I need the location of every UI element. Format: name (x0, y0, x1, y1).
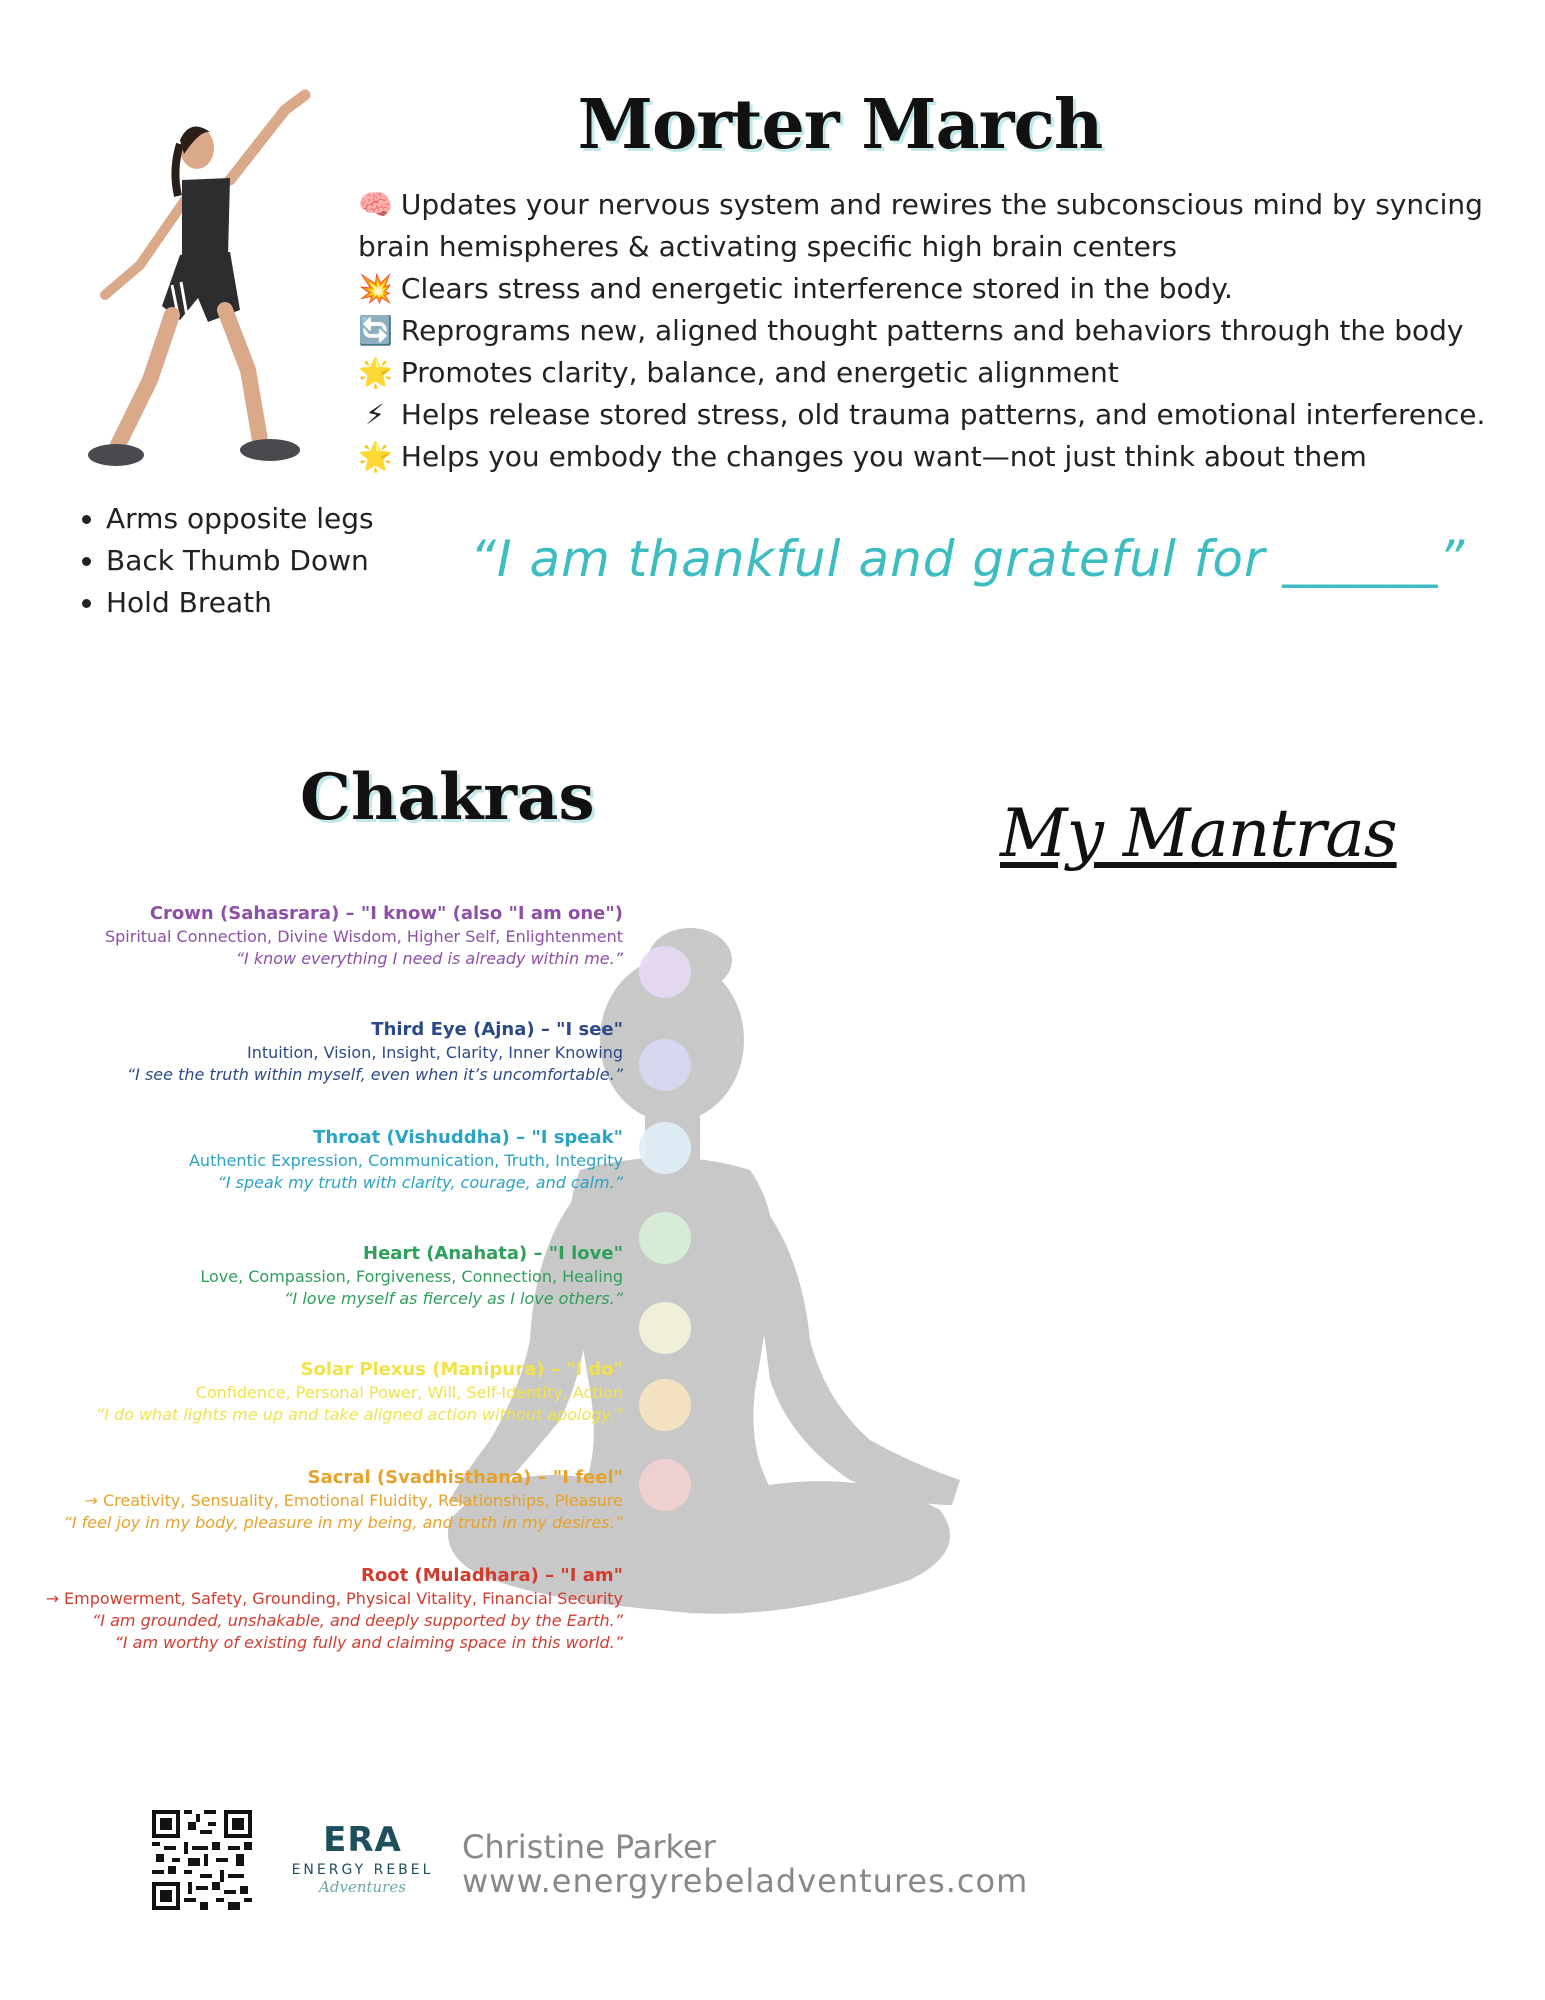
my-mantras-text: My Mantras (1000, 795, 1397, 872)
my-mantras-heading (1000, 795, 1397, 872)
chakra-qualities: Love, Compassion, Forgiveness, Connection, Healing (200, 1267, 623, 1286)
page-title: Morter March (577, 85, 1103, 165)
logo-mark: ERA (323, 1820, 402, 1860)
chakra-affirmation: “I do what lights me up and take aligned action without apology.” (95, 1405, 623, 1424)
benefit-item (358, 184, 1488, 268)
chakra-title: Solar Plexus (Manipura) – "I do" (300, 1359, 623, 1380)
benefit-text: Helps release stored stress, old trauma patterns, and emotional interference. (400, 398, 1486, 431)
qr-code-image (152, 1810, 252, 1910)
chakra-qualities: Intuition, Vision, Insight, Clarity, Inner Knowing (247, 1043, 623, 1062)
benefit-item (358, 268, 1488, 310)
chakra-qualities: Confidence, Personal Power, Will, Self-Identity, Action (195, 1383, 623, 1402)
chakra-title: Crown (Sahasrara) – "I know" (also "I am one") (149, 903, 623, 924)
lightning-icon: ⚡ (365, 398, 385, 431)
chakra-solar-plexus (0, 1358, 623, 1426)
benefit-item (358, 352, 1488, 394)
chakra-affirmation: “I know everything I need is already within me.” (235, 949, 623, 968)
sparkle-star-icon: 🌟 (358, 356, 393, 389)
chakra-qualities: → Creativity, Sensuality, Emotional Fluidity, Relationships, Pleasure (84, 1491, 623, 1510)
chakra-title: Root (Muladhara) – "I am" (361, 1565, 623, 1586)
logo-name: ENERGY REBEL (291, 1862, 434, 1878)
crown-chakra-dot (639, 946, 691, 998)
benefits-list (358, 184, 1488, 478)
benefit-item (358, 394, 1488, 436)
energy-rebel-logo (280, 1820, 445, 1920)
benefit-text: Clears stress and energetic interference stored in the body. (400, 272, 1233, 305)
chakra-affirmation-2: “I am worthy of existing fully and claiming space in this world.” (114, 1633, 623, 1652)
throat-chakra-dot (639, 1122, 691, 1174)
chakra-affirmation: “I see the truth within myself, even when it’s uncomfortable.” (126, 1065, 623, 1084)
chakra-title: Throat (Vishuddha) – "I speak" (313, 1127, 623, 1148)
bullet-item: • Hold Breath (106, 582, 436, 624)
chakra-throat (0, 1126, 623, 1194)
chakra-qualities: Spiritual Connection, Divine Wisdom, Higher Self, Enlightenment (104, 927, 623, 946)
chakra-crown (0, 902, 623, 970)
chakra-affirmation: “I am grounded, unshakable, and deeply supported by the Earth.” (92, 1611, 623, 1630)
root-chakra-dot (639, 1459, 691, 1511)
chakra-sacral (0, 1466, 623, 1534)
chakra-qualities: → Empowerment, Safety, Grounding, Physical Vitality, Financial Security (45, 1589, 623, 1608)
chakra-qualities: Authentic Expression, Communication, Truth, Integrity (188, 1151, 623, 1170)
chakra-third-eye (0, 1018, 623, 1086)
heart-chakra-dot (639, 1212, 691, 1264)
repeat-icon: 🔄 (358, 314, 393, 347)
sacral-chakra-dot (639, 1379, 691, 1431)
chakra-title: Sacral (Svadhisthana) – "I feel" (307, 1467, 623, 1488)
solar-plexus-chakra-dot (639, 1302, 691, 1354)
bullet-item: • Arms opposite legs (106, 498, 436, 540)
benefit-item (358, 310, 1488, 352)
benefit-text: Helps you embody the changes you want—not just think about them (400, 440, 1367, 473)
website-link[interactable]: www.energyrebeladventures.com (462, 1862, 1029, 1900)
brain-icon: 🧠 (358, 188, 393, 221)
benefit-text: Reprograms new, aligned thought patterns and behaviors through the body (400, 314, 1464, 347)
benefit-text: Updates your nervous system and rewires the subconscious mind by syncing (400, 188, 1483, 221)
third-eye-chakra-dot (639, 1039, 691, 1091)
logo-tagline: Adventures (319, 1878, 406, 1896)
chakra-affirmation: “I feel joy in my body, pleasure in my being, and truth in my desires.” (63, 1513, 623, 1532)
runner-figure-image (80, 70, 340, 490)
chakra-root (0, 1564, 623, 1654)
chakra-affirmation: “I speak my truth with clarity, courage, and calm.” (217, 1173, 623, 1192)
sparkle-star-icon: 🌟 (358, 440, 393, 473)
chakra-title: Heart (Anahata) – "I love" (363, 1243, 623, 1264)
collision-icon: 💥 (358, 272, 393, 305)
bullet-item: • Back Thumb Down (106, 540, 436, 582)
benefit-text-cont: brain hemispheres & activating specific high brain centers (358, 230, 1177, 263)
chakra-title: Third Eye (Ajna) – "I see" (371, 1019, 623, 1040)
author-name: Christine Parker (462, 1828, 716, 1866)
gratitude-quote: “I am thankful and grateful for ______” (470, 530, 1466, 588)
chakra-heart (0, 1242, 623, 1310)
chakra-affirmation: “I love myself as fiercely as I love others.” (284, 1289, 623, 1308)
chakras-heading: Chakras (300, 760, 595, 835)
benefit-item (358, 436, 1488, 478)
benefit-text: Promotes clarity, balance, and energetic alignment (400, 356, 1119, 389)
instruction-bullets (72, 498, 436, 624)
